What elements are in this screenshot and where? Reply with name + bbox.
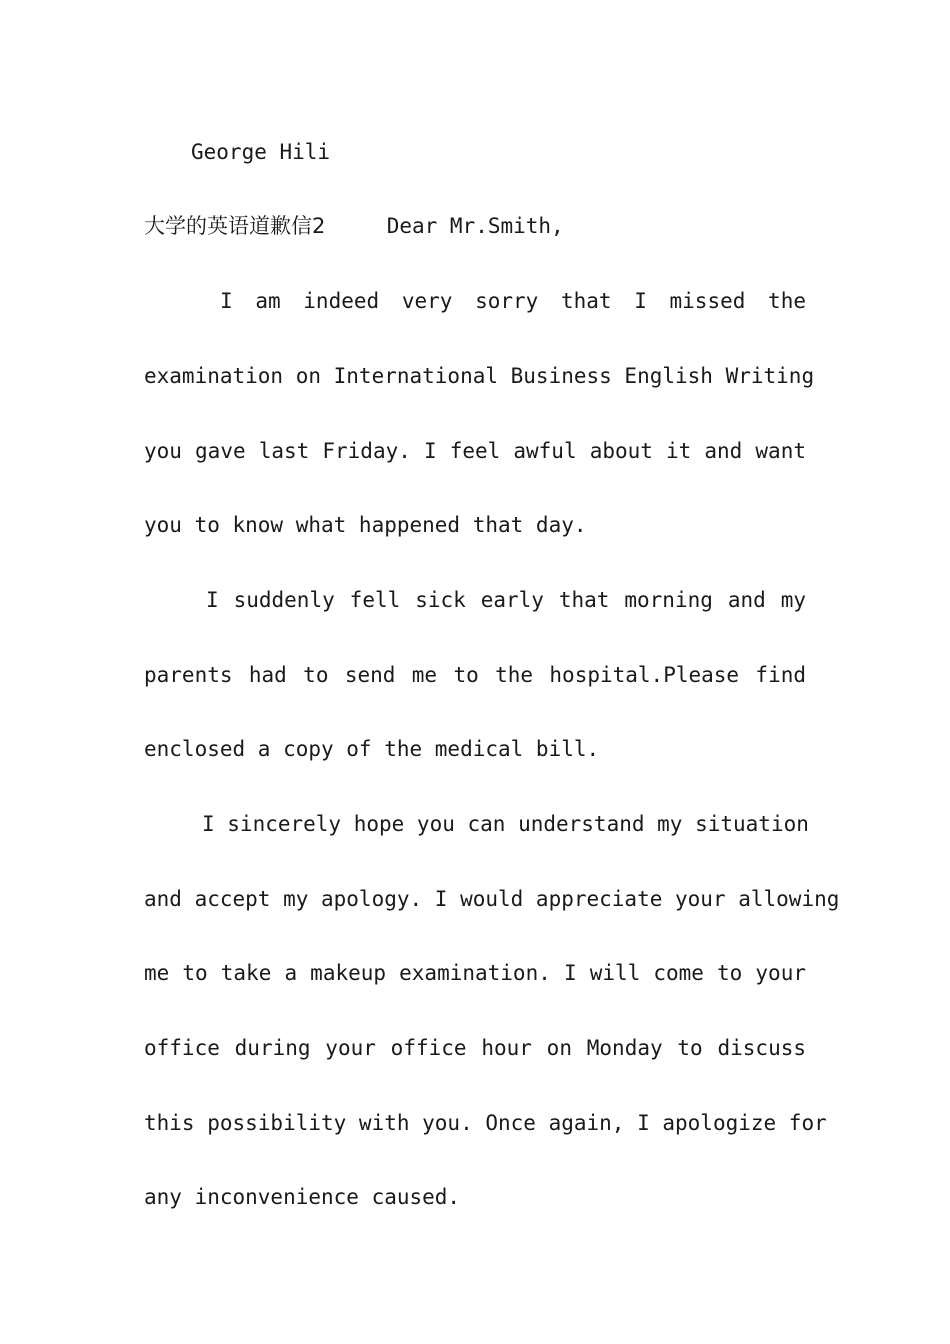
body-line: parents had to send me to the hospital.Please find: [144, 663, 806, 687]
body-line: I sincerely hope you can understand my situation: [202, 812, 809, 836]
body-line: you to know what happened that day.: [144, 513, 587, 537]
heading-row: [144, 212, 564, 240]
body-line: me to take a makeup examination. I will come to your: [144, 961, 806, 985]
body-line: any inconvenience caused.: [144, 1185, 461, 1209]
body-line: this possibility with you. Once again, I apologize for: [144, 1111, 827, 1135]
body-line: office during your office hour on Monday to discuss: [144, 1036, 806, 1060]
body-line: I am indeed very sorry that I missed the: [220, 289, 806, 313]
body-line: I suddenly fell sick early that morning and my: [206, 588, 806, 612]
body-line: you gave last Friday. I feel awful about it and want: [144, 439, 806, 463]
body-line: examination on International Business English Writing: [144, 364, 815, 388]
salutation: Dear Mr.Smith,: [386, 214, 564, 238]
body-line: enclosed a copy of the medical bill.: [144, 737, 600, 761]
body-line: and accept my apology. I would appreciate your allowing: [144, 887, 840, 911]
letter-heading: 大学的英语道歉信2: [144, 214, 326, 238]
signature-name: George Hili: [191, 140, 331, 164]
